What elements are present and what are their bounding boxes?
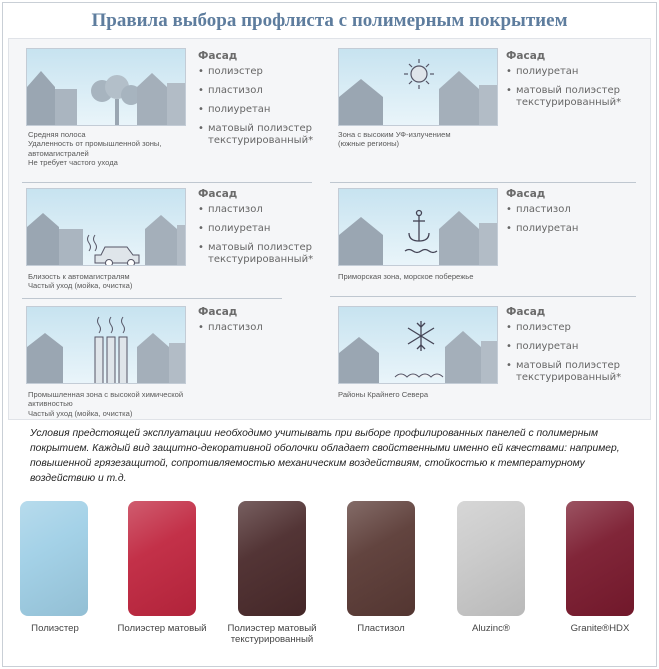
condition-caption: Промышленная зона с высокой химической активностью Частый уход (мойка, очистка) — [28, 390, 184, 418]
list-item: • полиуретан — [506, 223, 636, 235]
swatch-label: Полиэстер матовый текстурированный — [227, 623, 317, 645]
list-item: • полиуретан — [506, 341, 636, 353]
condition-caption: Районы Крайнего Севера — [338, 390, 429, 399]
car-icon — [27, 189, 186, 266]
scene-illustration — [26, 188, 186, 266]
swatch-label: Пластизол — [357, 623, 405, 634]
list-item: • пластизол — [198, 85, 328, 97]
list-item: • полиуретан — [198, 223, 328, 235]
coating-list: Фасад • полиэстер • пластизол • полиуретан • матовый полиэстер текстурированный* — [198, 50, 328, 154]
list-item: • пластизол — [198, 322, 328, 334]
sun-icon — [339, 49, 498, 126]
swatch-label: Полиэстер — [31, 623, 79, 634]
row-divider — [22, 182, 312, 183]
coating-list: Фасад • пластизол — [198, 306, 328, 341]
factory-chimney-icon — [27, 307, 186, 384]
list-item: • полиуретан — [506, 66, 636, 78]
condition-caption: Приморская зона, морское побережье — [338, 272, 474, 281]
list-item: • полиэстер — [198, 66, 328, 78]
scene-illustration — [338, 48, 498, 126]
scene-illustration — [338, 306, 498, 384]
row-divider — [330, 296, 636, 297]
page-title: Правила выбора профлиста с полимерным покрытием — [91, 10, 568, 31]
swatch-label: Полиэстер матовый — [117, 623, 207, 634]
row-divider — [22, 298, 282, 299]
list-item: • пластизол — [198, 204, 328, 216]
condition-caption: Близость к автомагистралям Частый уход (мойка, очистка) — [28, 272, 133, 291]
usage-note: Условия предстоящей эксплуатации необходимо учитывать при выборе профилированных панелей с полимерным покрытием. Каждый вид защитно-декоративной оболочки обладает свойственными именно ей качествами: например, повышенной грязезащитой, сопротивляемостью механическим воздействиям, стойкостью к температурному воздействию и т.д. — [30, 428, 620, 484]
list-item: • пластизол — [506, 204, 636, 216]
list-item: • полиуретан — [198, 104, 328, 116]
list-item: • матовый полиэстер текстурированный* — [198, 123, 328, 147]
coating-swatch — [457, 501, 525, 616]
scene-illustration — [338, 188, 498, 266]
list-item: • полиэстер — [506, 322, 636, 334]
anchor-icon — [339, 189, 498, 266]
coating-list: Фасад • пластизол • полиуретан — [506, 188, 636, 242]
list-item: • матовый полиэстер текстурированный* — [506, 360, 636, 384]
row-divider — [330, 182, 636, 183]
tree-icon — [27, 49, 186, 126]
coating-swatch — [128, 501, 196, 616]
swatch-label: Aluzinc® — [472, 623, 510, 634]
scene-illustration — [26, 48, 186, 126]
coating-swatch — [20, 501, 88, 616]
snowflake-icon — [339, 307, 498, 384]
scene-illustration — [26, 306, 186, 384]
coating-list: Фасад • полиуретан • матовый полиэстер текстурированный* — [506, 50, 636, 116]
condition-caption: Зона с высоким УФ-излучением (южные регионы) — [338, 130, 451, 149]
coating-list: Фасад • пластизол • полиуретан • матовый полиэстер текстурированный* — [198, 188, 328, 273]
condition-caption: Средняя полоса Удаленность от промышленной зоны, автомагистралей Не требует частого ухода — [28, 130, 162, 168]
swatch-label: Granite®HDX — [570, 623, 630, 634]
list-item: • матовый полиэстер текстурированный* — [198, 242, 328, 266]
coating-swatch — [347, 501, 415, 616]
list-item: • матовый полиэстер текстурированный* — [506, 85, 636, 109]
coating-list: Фасад • полиэстер • полиуретан • матовый полиэстер текстурированный* — [506, 306, 636, 391]
coating-swatch — [566, 501, 634, 616]
coating-swatch — [238, 501, 306, 616]
